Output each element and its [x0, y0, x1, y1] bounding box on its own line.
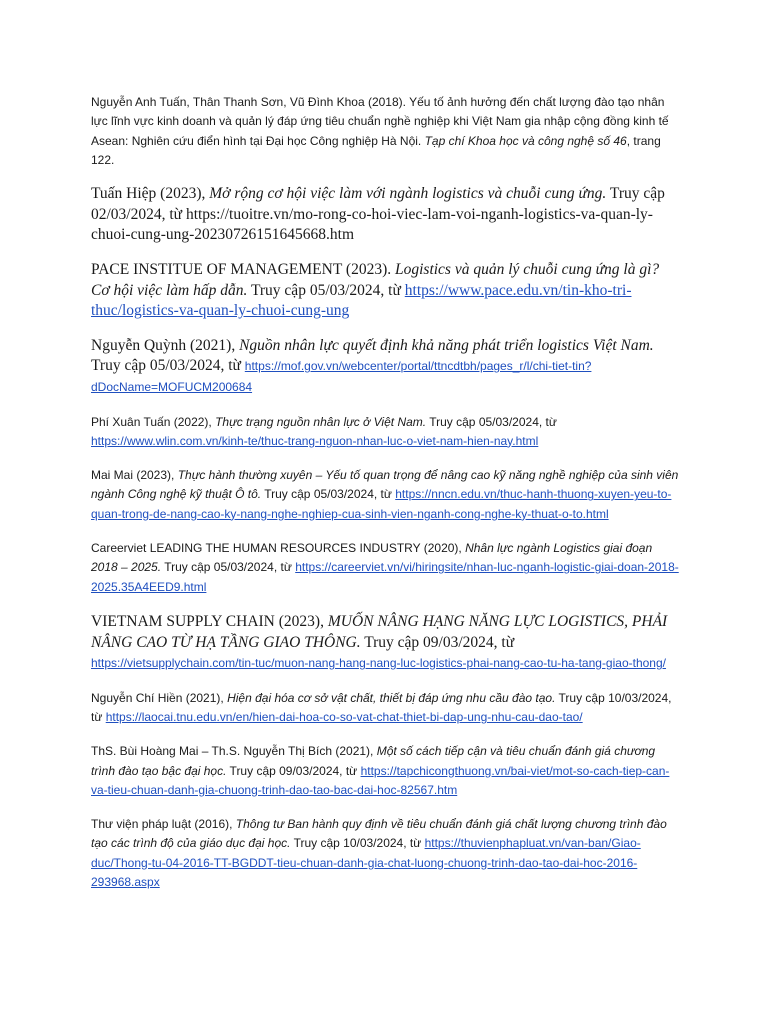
reference-access: Truy cập 05/03/2024, từ	[161, 560, 296, 575]
reference-authors: Nguyễn Quỳnh (2021),	[91, 336, 240, 354]
reference-link[interactable]: https://www.wlin.com.vn/kinh-te/thuc-trang-nguon-nhan-luc-o-viet-nam-hien-nay.html	[91, 433, 539, 448]
reference-title: Một số cách tiếp cận và tiêu chuẩn đánh giá chương trình đào tạo bậc đại học.	[91, 744, 656, 778]
reference-authors: VIETNAM SUPPLY CHAIN (2023),	[91, 612, 328, 630]
reference-title: Hiện đại hóa cơ sở vật chất, thiết bị đáp ứng nhu cầu đào tạo.	[227, 690, 556, 705]
reference-link[interactable]: https://thuvienphapluat.vn/van-ban/Giao-duc/Thong-tu-04-2016-TT-BGDDT-tieu-chuan-danh-gia-chat-luong-chuong-trinh-dao-tao-dai-hoc-2016-293968.aspx	[91, 836, 641, 890]
reference-title: Nhân lực ngành Logistics giai đoạn 2018 – 2025.	[91, 541, 653, 575]
reference-item	[91, 413, 679, 452]
reference-access: Truy cập 02/03/2024, từ https://tuoitre.vn/mo-rong-co-hoi-viec-lam-voi-nganh-logistics-va-quan-ly-chuoi-cung-ung-20230726151645668.htm	[91, 185, 665, 244]
reference-item	[91, 539, 679, 597]
reference-authors: Tuấn Hiệp (2023),	[91, 185, 210, 203]
reference-item	[91, 742, 679, 800]
reference-item	[91, 336, 679, 398]
reference-link[interactable]: https://careerviet.vn/vi/hiringsite/nhan-luc-nganh-logistic-giai-doan-2018-2025.35A4EED9.html	[91, 560, 679, 594]
reference-link[interactable]: https://nncn.edu.vn/thuc-hanh-thuong-xuyen-yeu-to-quan-trong-de-nang-cao-ky-nang-nghe-nghiep-cua-sinh-vien-nganh-cong-nghe-ky-thuat-o-to.html	[91, 487, 672, 521]
reference-title: MUỐN NÂNG HẠNG NĂNG LỰC LOGISTICS, PHẢI NÂNG CAO TỪ HẠ TẦNG GIAO THÔNG.	[91, 612, 668, 651]
reference-link[interactable]: https://laocai.tnu.edu.vn/en/hien-dai-hoa-co-so-vat-chat-thiet-bi-dap-ung-nhu-cau-dao-tao/	[105, 709, 583, 724]
reference-item	[91, 466, 679, 524]
reference-authors: Careerviet LEADING THE HUMAN RESOURCES INDUSTRY (2020),	[91, 541, 466, 556]
reference-access: Truy cập 09/03/2024, từ	[360, 633, 515, 651]
reference-link[interactable]: https://vietsupplychain.com/tin-tuc/muon-nang-hang-nang-luc-logistics-phai-nang-cao-tu-ha-tang-giao-thong/	[91, 656, 666, 671]
reference-access: Truy cập 10/03/2024, từ	[91, 690, 672, 724]
reference-item	[91, 815, 679, 892]
reference-access: , trang 122.	[91, 133, 661, 167]
reference-authors: Nguyễn Anh Tuấn, Thân Thanh Sơn, Vũ Đình Khoa (2018). Yếu tố ảnh hưởng đến chất lượng đào tạo nhân lực lĩnh vực kinh doanh và quản lý đáp ứng tiêu chuẩn nghề nghiệp khi Việt Nam gia nhập cộng đồng kinh tế Asean: Nghiên cứu điển hình tại Đại học Công nghiệp Hà Nội.	[91, 95, 669, 148]
reference-item	[91, 184, 679, 246]
reference-access: Truy cập 09/03/2024, từ	[226, 763, 361, 778]
reference-item	[91, 260, 679, 322]
reference-link[interactable]: https://mof.gov.vn/webcenter/portal/ttncdtbh/pages_r/l/chi-tiet-tin?dDocName=MOFUCM200684	[91, 359, 592, 394]
reference-title: Thông tư Ban hành quy định về tiêu chuẩn đánh giá chất lượng chương trình đào tạo các trình độ của giáo dục đại học.	[91, 817, 667, 851]
reference-title: Logistics và quản lý chuỗi cung ứng là gì? Cơ hội việc làm hấp dẫn.	[91, 260, 660, 299]
reference-title: Thực trạng nguồn nhân lực ở Việt Nam.	[215, 414, 427, 429]
reference-item	[91, 93, 679, 170]
reference-title: Nguồn nhân lực quyết định khả năng phát triển logistics Việt Nam.	[239, 336, 654, 354]
reference-item	[91, 612, 679, 674]
reference-title: Tạp chí Khoa học và công nghệ số 46	[424, 133, 627, 148]
reference-list	[91, 93, 679, 892]
reference-authors: PACE INSTITUE OF MANAGEMENT (2023).	[91, 260, 395, 278]
reference-title: Mở rộng cơ hội việc làm với ngành logistics và chuỗi cung ứng.	[209, 185, 607, 203]
reference-access: Truy cập 05/03/2024, từ	[261, 487, 396, 502]
reference-access: Truy cập 05/03/2024, từ	[426, 414, 557, 429]
reference-title: Thực hành thường xuyên – Yếu tố quan trọng để nâng cao kỹ năng nghề nghiệp của sinh viên ngành Công nghệ kỹ thuật Ô tô.	[91, 468, 679, 502]
reference-authors: ThS. Bùi Hoàng Mai – Th.S. Nguyễn Thị Bích (2021),	[91, 744, 377, 759]
reference-link[interactable]: https://tapchicongthuong.vn/bai-viet/mot-so-cach-tiep-can-va-tieu-chuan-danh-gia-chuong-trinh-dao-tao-bac-dai-hoc-82567.htm	[91, 763, 670, 797]
reference-access: Truy cập 05/03/2024, từ	[91, 357, 245, 375]
reference-authors: Mai Mai (2023),	[91, 468, 178, 483]
reference-access: Truy cập 05/03/2024, từ	[247, 281, 405, 299]
reference-item	[91, 689, 679, 728]
reference-authors: Nguyễn Chí Hiền (2021),	[91, 690, 228, 705]
reference-link[interactable]: https://www.pace.edu.vn/tin-kho-tri-thuc/logistics-va-quan-ly-chuoi-cung-ung	[91, 281, 632, 320]
reference-authors: Phí Xuân Tuấn (2022),	[91, 414, 216, 429]
reference-authors: Thư viện pháp luật (2016),	[91, 817, 236, 832]
reference-access: Truy cập 10/03/2024, từ	[290, 836, 425, 851]
